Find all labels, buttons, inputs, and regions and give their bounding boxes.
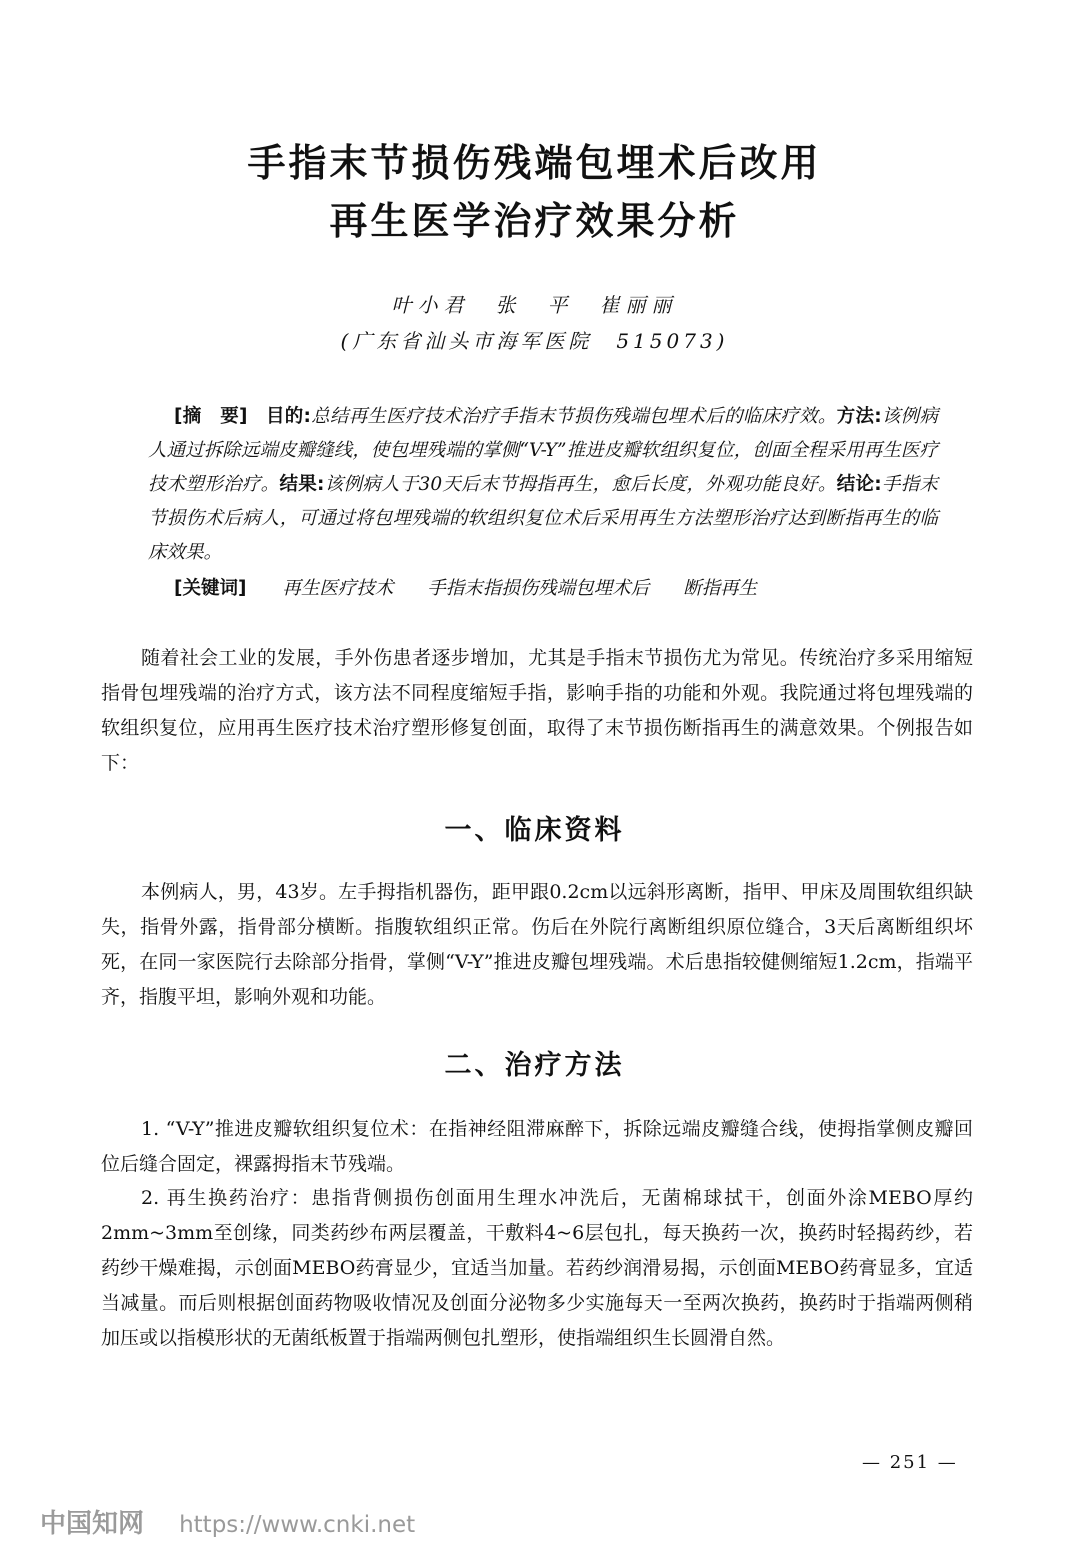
cnki-watermark <box>40 1503 415 1540</box>
objective-label: 目的: <box>265 406 311 427</box>
author-list: 叶小君 张 平 崔丽丽 <box>391 293 678 317</box>
article-title <box>0 134 1069 250</box>
section-heading-treatment-method: 二、治疗方法 <box>444 1050 625 1081</box>
conclusion-label: 结论: <box>836 474 882 495</box>
title-line-1: 手指末节损伤残端包埋术后改用 <box>247 141 822 185</box>
keyword-item: 手指末指损伤残端包埋术后 <box>427 578 650 599</box>
abstract-label: [摘 要] <box>174 406 248 427</box>
result-text: 该例病人于30天后末节拇指再生，愈后长度，外观功能良好。 <box>324 474 837 495</box>
keywords-label: [关键词] <box>174 578 247 599</box>
affiliation: (广东省汕头市海军医院 515073) <box>340 329 729 353</box>
keyword-item: 再生医疗技术 <box>282 578 394 599</box>
section-heading-clinical-data: 一、临床资料 <box>444 815 625 846</box>
conclusion-text: 手指末节损伤术后病人，可通过将包埋残端的软组织复位术后采用再生方法塑形治疗达到断指再生的临床效果。 <box>148 474 938 563</box>
method-paragraph-1: 1. “V-Y”推进皮瓣软组织复位术：在指神经阻滞麻醉下，拆除远端皮瓣缝合线，使拇指掌侧皮瓣回位后缝合固定，裸露拇指末节残端。 <box>101 1118 973 1175</box>
method-text: 该例病人通过拆除远端皮瓣缝线，使包埋残端的掌侧“V-Y”推进皮瓣软组织复位，创面全程采用再生医疗技术塑形治疗。 <box>148 406 938 495</box>
page-number: — 251 — <box>862 1452 958 1473</box>
case-paragraph: 本例病人，男，43岁。左手拇指机器伤，距甲跟0.2cm以远斜形离断，指甲、甲床及周围软组织缺失，指骨外露，指骨部分横断。指腹软组织正常。伤后在外院行离断组织原位缝合，3天后离断组织坏死，在同一家医院行去除部分指骨，掌侧“V-Y”推进皮瓣包埋残端。术后患指较健侧缩短1.2cm，指端平齐，指腹平坦，影响外观和功能。 <box>101 881 973 1008</box>
result-label: 结果: <box>279 474 325 495</box>
watermark-brand: 中国知网 <box>40 1509 145 1539</box>
method-paragraph-2: 2. 再生换药治疗：患指背侧损伤创面用生理水冲洗后，无菌棉球拭干，创面外涂MEBO厚约2mm~3mm至创缘，同类药纱布两层覆盖，干敷料4~6层包扎，每天换药一次，换药时轻揭药纱，若药纱干燥难揭，示创面MEBO药膏显少，宜适当加量。若药纱润滑易揭，示创面MEBO药膏显多，宜适当减量。而后则根据创面药物吸收情况及创面分泌物多少实施每天一至两次换药，换药时于指端两侧稍加压或以指模形状的无菌纸板置于指端两侧包扎塑形，使指端组织生长圆滑自然。 <box>101 1187 973 1349</box>
objective-text: 总结再生医疗技术治疗手指末节损伤残端包埋术后的临床疗效。 <box>310 406 837 427</box>
intro-paragraph: 随着社会工业的发展，手外伤患者逐步增加，尤其是手指末节损伤尤为常见。传统治疗多采用缩短指骨包埋残端的治疗方式，该方法不同程度缩短手指，影响手指的功能和外观。我院通过将包埋残端的软组织复位，应用再生医疗技术治疗塑形修复创面，取得了末节损伤断指再生的满意效果。个例报告如下： <box>101 647 973 774</box>
abstract <box>148 400 938 570</box>
title-line-2: 再生医学治疗效果分析 <box>329 199 740 243</box>
watermark-url: https://www.cnki.net <box>179 1512 416 1538</box>
keywords <box>174 574 944 604</box>
keyword-item: 断指再生 <box>683 578 758 599</box>
method-label: 方法: <box>836 406 882 427</box>
